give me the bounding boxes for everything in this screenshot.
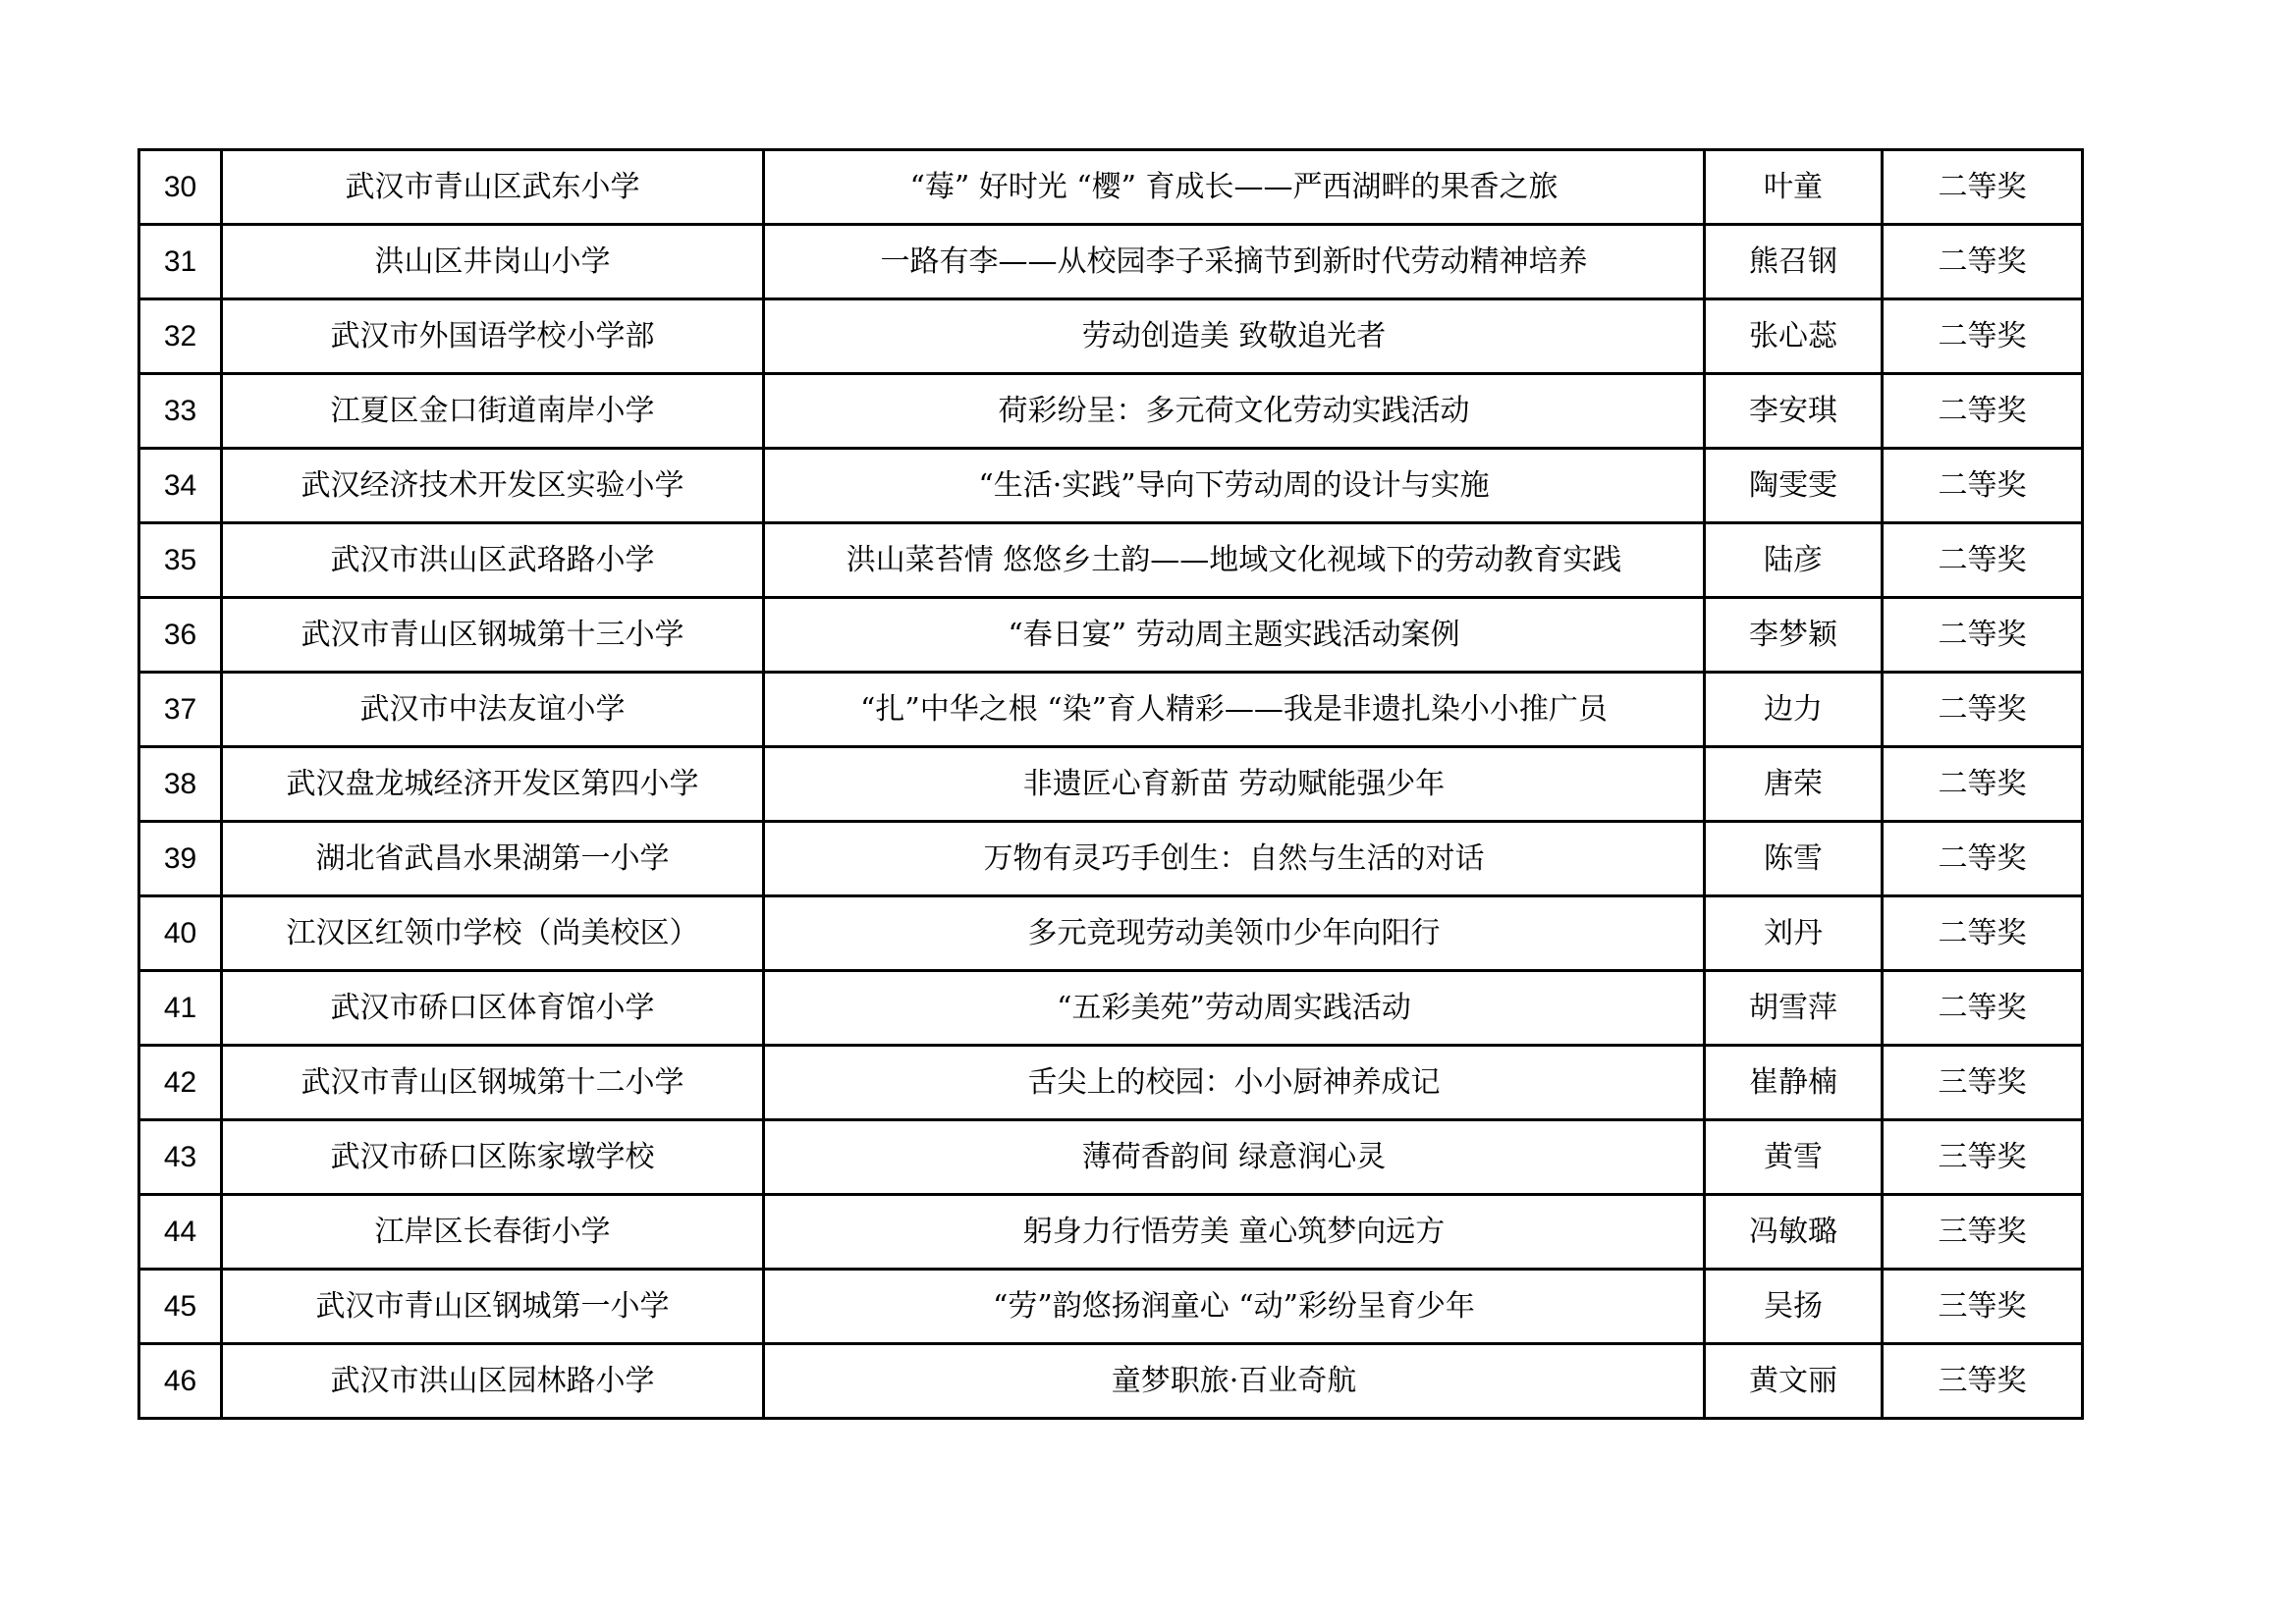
row-number: 42 bbox=[139, 1046, 222, 1120]
award-level: 二等奖 bbox=[1883, 225, 2083, 299]
row-number: 41 bbox=[139, 971, 222, 1046]
case-title: 荷彩纷呈：多元荷文化劳动实践活动 bbox=[764, 374, 1705, 449]
table-row bbox=[139, 1120, 2083, 1195]
school-name: 武汉市洪山区园林路小学 bbox=[222, 1344, 764, 1419]
school-name: 武汉市青山区武东小学 bbox=[222, 150, 764, 225]
teacher-name: 李安琪 bbox=[1705, 374, 1883, 449]
case-title: 一路有李——从校园李子采摘节到新时代劳动精神培养 bbox=[764, 225, 1705, 299]
table-row bbox=[139, 673, 2083, 747]
table-row bbox=[139, 374, 2083, 449]
teacher-name: 张心蕊 bbox=[1705, 299, 1883, 374]
case-title: 非遗匠心育新苗 劳动赋能强少年 bbox=[764, 747, 1705, 822]
table-row bbox=[139, 225, 2083, 299]
case-title: 躬身力行悟劳美 童心筑梦向远方 bbox=[764, 1195, 1705, 1270]
award-level: 二等奖 bbox=[1883, 299, 2083, 374]
case-title: 万物有灵巧手创生：自然与生活的对话 bbox=[764, 822, 1705, 896]
award-level: 三等奖 bbox=[1883, 1344, 2083, 1419]
teacher-name: 胡雪萍 bbox=[1705, 971, 1883, 1046]
teacher-name: 冯敏璐 bbox=[1705, 1195, 1883, 1270]
award-level: 二等奖 bbox=[1883, 747, 2083, 822]
teacher-name: 吴扬 bbox=[1705, 1270, 1883, 1344]
award-level: 三等奖 bbox=[1883, 1120, 2083, 1195]
table-row bbox=[139, 971, 2083, 1046]
table-row bbox=[139, 1195, 2083, 1270]
teacher-name: 李梦颖 bbox=[1705, 598, 1883, 673]
table-row bbox=[139, 449, 2083, 523]
school-name: 武汉市青山区钢城第十三小学 bbox=[222, 598, 764, 673]
table-row bbox=[139, 598, 2083, 673]
school-name: 武汉市中法友谊小学 bbox=[222, 673, 764, 747]
case-title: “扎”中华之根 “染”育人精彩——我是非遗扎染小小推广员 bbox=[764, 673, 1705, 747]
table-row bbox=[139, 150, 2083, 225]
case-title: 舌尖上的校园：小小厨神养成记 bbox=[764, 1046, 1705, 1120]
school-name: 武汉经济技术开发区实验小学 bbox=[222, 449, 764, 523]
row-number: 37 bbox=[139, 673, 222, 747]
row-number: 35 bbox=[139, 523, 222, 598]
row-number: 34 bbox=[139, 449, 222, 523]
teacher-name: 叶童 bbox=[1705, 150, 1883, 225]
award-level: 二等奖 bbox=[1883, 896, 2083, 971]
school-name: 江夏区金口街道南岸小学 bbox=[222, 374, 764, 449]
row-number: 32 bbox=[139, 299, 222, 374]
row-number: 30 bbox=[139, 150, 222, 225]
award-level: 三等奖 bbox=[1883, 1046, 2083, 1120]
case-title: 多元竞现劳动美领巾少年向阳行 bbox=[764, 896, 1705, 971]
row-number: 46 bbox=[139, 1344, 222, 1419]
award-level: 二等奖 bbox=[1883, 673, 2083, 747]
award-level: 二等奖 bbox=[1883, 449, 2083, 523]
row-number: 38 bbox=[139, 747, 222, 822]
row-number: 44 bbox=[139, 1195, 222, 1270]
school-name: 湖北省武昌水果湖第一小学 bbox=[222, 822, 764, 896]
table-row bbox=[139, 523, 2083, 598]
row-number: 43 bbox=[139, 1120, 222, 1195]
school-name: 武汉盘龙城经济开发区第四小学 bbox=[222, 747, 764, 822]
teacher-name: 边力 bbox=[1705, 673, 1883, 747]
award-level: 三等奖 bbox=[1883, 1270, 2083, 1344]
teacher-name: 陶雯雯 bbox=[1705, 449, 1883, 523]
teacher-name: 陈雪 bbox=[1705, 822, 1883, 896]
row-number: 45 bbox=[139, 1270, 222, 1344]
case-title: “春日宴” 劳动周主题实践活动案例 bbox=[764, 598, 1705, 673]
award-level: 二等奖 bbox=[1883, 523, 2083, 598]
award-level: 二等奖 bbox=[1883, 822, 2083, 896]
school-name: 武汉市青山区钢城第十二小学 bbox=[222, 1046, 764, 1120]
table-row bbox=[139, 1344, 2083, 1419]
table-row bbox=[139, 747, 2083, 822]
school-name: 武汉市硚口区体育馆小学 bbox=[222, 971, 764, 1046]
case-title: 劳动创造美 致敬追光者 bbox=[764, 299, 1705, 374]
teacher-name: 崔静楠 bbox=[1705, 1046, 1883, 1120]
case-title: “劳”韵悠扬润童心 “动”彩纷呈育少年 bbox=[764, 1270, 1705, 1344]
case-title: “生活·实践”导向下劳动周的设计与实施 bbox=[764, 449, 1705, 523]
row-number: 36 bbox=[139, 598, 222, 673]
school-name: 江汉区红领巾学校（尚美校区） bbox=[222, 896, 764, 971]
table-row bbox=[139, 1046, 2083, 1120]
table-row bbox=[139, 299, 2083, 374]
award-level: 二等奖 bbox=[1883, 150, 2083, 225]
teacher-name: 熊召钢 bbox=[1705, 225, 1883, 299]
case-title: “五彩美苑”劳动周实践活动 bbox=[764, 971, 1705, 1046]
teacher-name: 黄文丽 bbox=[1705, 1344, 1883, 1419]
row-number: 39 bbox=[139, 822, 222, 896]
award-table bbox=[137, 148, 2084, 1420]
school-name: 洪山区井岗山小学 bbox=[222, 225, 764, 299]
school-name: 武汉市外国语学校小学部 bbox=[222, 299, 764, 374]
row-number: 31 bbox=[139, 225, 222, 299]
award-table-body bbox=[139, 150, 2083, 1419]
case-title: “莓” 好时光 “樱” 育成长——严西湖畔的果香之旅 bbox=[764, 150, 1705, 225]
award-level: 三等奖 bbox=[1883, 1195, 2083, 1270]
table-row bbox=[139, 822, 2083, 896]
award-level: 二等奖 bbox=[1883, 598, 2083, 673]
school-name: 武汉市青山区钢城第一小学 bbox=[222, 1270, 764, 1344]
teacher-name: 陆彦 bbox=[1705, 523, 1883, 598]
teacher-name: 刘丹 bbox=[1705, 896, 1883, 971]
case-title: 童梦职旅·百业奇航 bbox=[764, 1344, 1705, 1419]
award-list-page bbox=[137, 148, 2084, 1420]
case-title: 洪山菜苔情 悠悠乡土韵——地域文化视域下的劳动教育实践 bbox=[764, 523, 1705, 598]
table-row bbox=[139, 1270, 2083, 1344]
case-title: 薄荷香韵间 绿意润心灵 bbox=[764, 1120, 1705, 1195]
school-name: 武汉市硚口区陈家墩学校 bbox=[222, 1120, 764, 1195]
table-row bbox=[139, 896, 2083, 971]
school-name: 武汉市洪山区武珞路小学 bbox=[222, 523, 764, 598]
row-number: 33 bbox=[139, 374, 222, 449]
award-level: 二等奖 bbox=[1883, 971, 2083, 1046]
teacher-name: 唐荣 bbox=[1705, 747, 1883, 822]
teacher-name: 黄雪 bbox=[1705, 1120, 1883, 1195]
award-level: 二等奖 bbox=[1883, 374, 2083, 449]
row-number: 40 bbox=[139, 896, 222, 971]
school-name: 江岸区长春街小学 bbox=[222, 1195, 764, 1270]
